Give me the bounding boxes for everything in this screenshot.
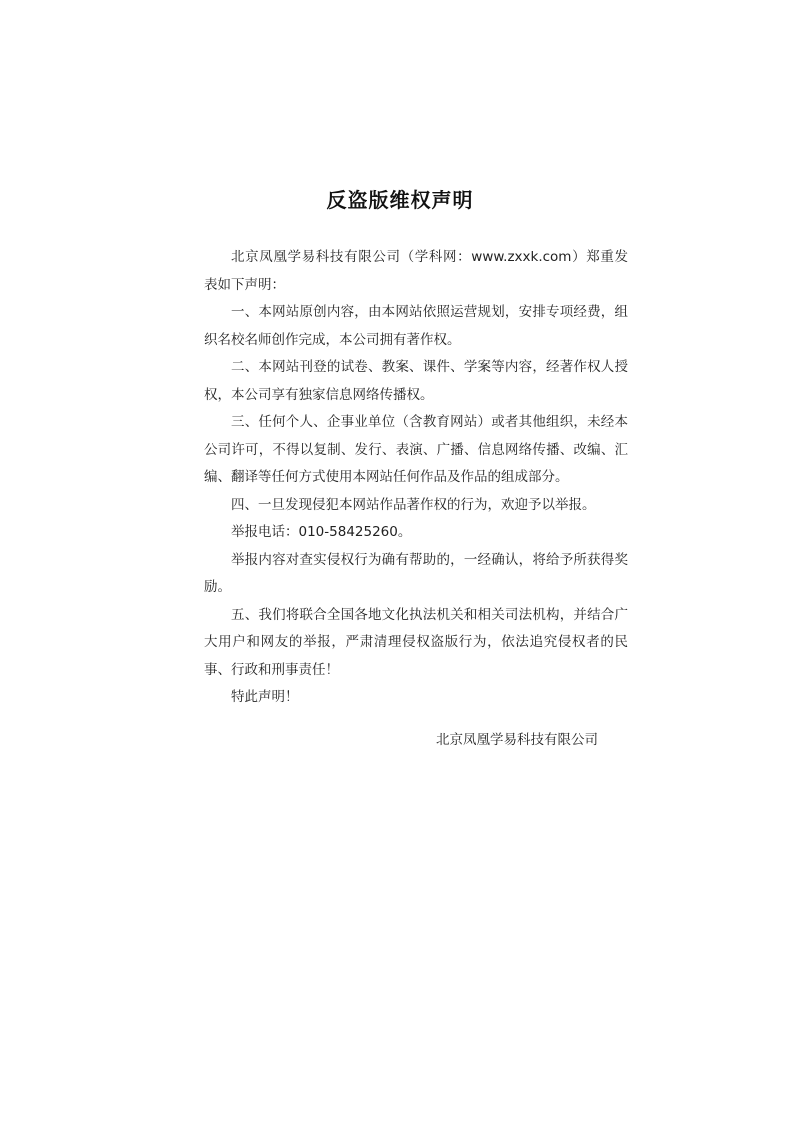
paragraph-report-phone: 举报电话：010-58425260。	[231, 524, 412, 540]
paragraph-clause-5: 五、我们将联合全国各地文化执法机关和相关司法机构，并结合广大用户和网友的举报，严肃清理侵权盗版行为，依法追究侵权者的民事、行政和刑事责任！	[204, 606, 628, 678]
document-body	[204, 244, 628, 712]
document-title: 反盗版维权声明	[326, 188, 474, 212]
paragraph-report-reward: 举报内容对查实侵权行为确有帮助的，一经确认，将给予所获得奖励。	[204, 551, 628, 595]
paragraph-clause-2: 二、本网站刊登的试卷、教案、课件、学案等内容，经著作权人授权，本公司享有独家信息网络传播权。	[204, 359, 628, 403]
paragraph-clause-3: 三、任何个人、企事业单位（含教育网站）或者其他组织，未经本公司许可，不得以复制、发行、表演、广播、信息网络传播、改编、汇编、翻译等任何方式使用本网站任何作品及作品的组成部分。	[204, 414, 628, 485]
paragraph-intro: 北京凤凰学易科技有限公司（学科网：www.zxxk.com）郑重发表如下声明：	[204, 249, 628, 293]
paragraph-closing: 特此声明！	[231, 689, 299, 705]
company-signature: 北京凤凰学易科技有限公司	[436, 732, 598, 748]
paragraph-clause-4: 四、一旦发现侵犯本网站作品著作权的行为，欢迎予以举报。	[231, 496, 596, 513]
paragraph-clause-1: 一、本网站原创内容，由本网站依照运营规划，安排专项经费，组织名校名师创作完成，本公司拥有著作权。	[204, 304, 628, 348]
